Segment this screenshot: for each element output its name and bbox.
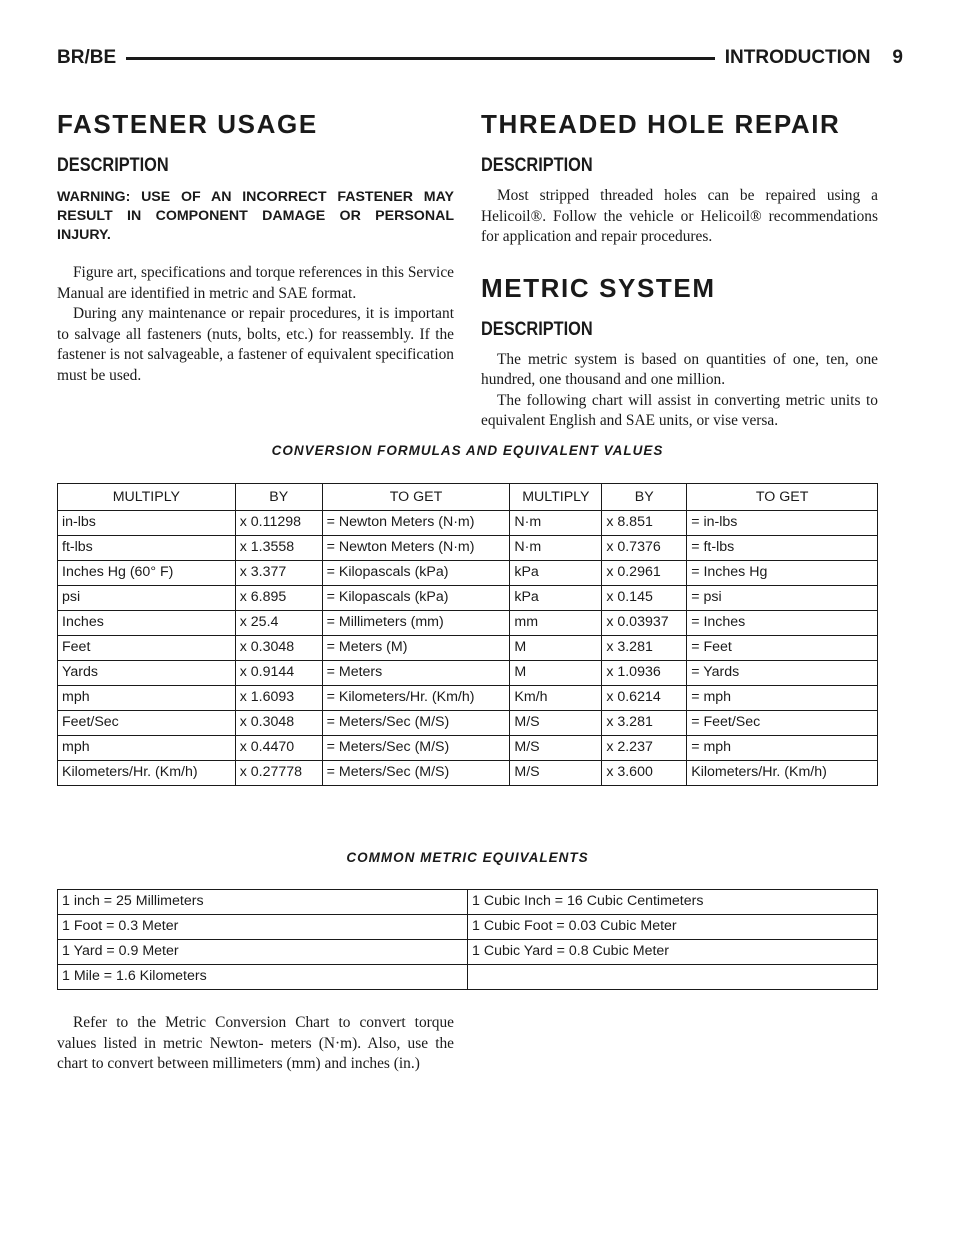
table-row [58,940,878,965]
table-cell: x 1.3558 [235,536,322,561]
table-cell: psi [58,586,236,611]
table-cell: in-lbs [58,511,236,536]
column-header: BY [602,484,687,511]
table-cell: x 2.237 [602,736,687,761]
threaded-paragraph: Most stripped threaded holes can be repaired using a Helicoil®. Follow the vehicle or Helicoil® recommendations for application and repair procedures. [481,187,878,245]
table-cell: x 0.2961 [602,561,687,586]
equivalents-table [57,889,878,990]
table-cell: = Inches [687,611,878,636]
table-cell: 1 inch = 25 Millimeters [58,890,468,915]
closing-section [57,1013,454,1075]
conversion-table-header-row [58,484,878,511]
right-column [481,104,878,432]
threaded-hole-heading: THREADED HOLE REPAIR [481,109,841,139]
metric-description-heading: DESCRIPTION [481,318,593,340]
table-cell: Feet/Sec [58,711,236,736]
closing-paragraph: Refer to the Metric Conversion Chart to convert torque values listed in metric Newton- meters (N·m). Also, use the chart to convert between millimeters (mm) and inches (in.) [57,1014,454,1072]
table-cell: 1 Cubic Foot = 0.03 Cubic Meter [468,915,878,940]
table-cell: Inches Hg (60° F) [58,561,236,586]
table-row [58,611,878,636]
table-cell: x 8.851 [602,511,687,536]
metric-system-heading: METRIC SYSTEM [481,272,716,303]
table-cell: = Kilopascals (kPa) [322,586,510,611]
table-row [58,890,878,915]
table-cell: Feet [58,636,236,661]
table-cell: x 3.281 [602,711,687,736]
table-cell: M/S [510,736,602,761]
column-header: TO GET [687,484,878,511]
table-cell: x 6.895 [235,586,322,611]
table-cell: = Meters/Sec (M/S) [322,761,510,786]
table-cell: = Yards [687,661,878,686]
table-cell: = Kilopascals (kPa) [322,561,510,586]
page-header [57,44,903,72]
table-cell: M [510,661,602,686]
table-row [58,711,878,736]
table-cell: M [510,636,602,661]
table-row [58,686,878,711]
table-cell: = Feet [687,636,878,661]
column-header: BY [235,484,322,511]
metric-paragraph-1: The metric system is based on quantities of one, ten, one hundred, one thousand and one million. [481,350,878,388]
table-row [58,536,878,561]
table-cell: x 3.600 [602,761,687,786]
table-cell: = Newton Meters (N·m) [322,536,510,561]
table-cell: = mph [687,736,878,761]
header-model: BR/BE [57,47,117,68]
table-cell: Km/h [510,686,602,711]
table-cell: x 0.3048 [235,711,322,736]
left-column [57,104,454,386]
conversion-table [57,483,878,786]
table-cell: M/S [510,711,602,736]
table-cell: = Millimeters (mm) [322,611,510,636]
fastener-paragraph-2: During any maintenance or repair procedures, it is important to salvage all fasteners (nuts, bolts, etc.) for reassembly. If the fastener is not salvageable, a fastener of equivalent specification must be used. [57,305,454,384]
conversion-table-title: CONVERSION FORMULAS AND EQUIVALENT VALUES [271,443,664,458]
table-cell: Inches [58,611,236,636]
table-cell: Yards [58,661,236,686]
threaded-description-heading: DESCRIPTION [481,155,593,176]
table-cell: = Newton Meters (N·m) [322,511,510,536]
table-cell: 1 Cubic Yard = 0.8 Cubic Meter [468,940,878,965]
column-header: MULTIPLY [58,484,236,511]
table-cell: x 0.9144 [235,661,322,686]
table-row [58,586,878,611]
fastener-description-heading: DESCRIPTION [57,155,169,176]
table-cell: x 0.03937 [602,611,687,636]
table-cell: x 0.4470 [235,736,322,761]
table-cell: x 0.11298 [235,511,322,536]
table-cell: kPa [510,586,602,611]
fastener-usage-heading: FASTENER USAGE [57,109,318,139]
table-cell: = mph [687,686,878,711]
table-row [58,965,878,990]
table-cell: x 0.145 [602,586,687,611]
table-cell: = in-lbs [687,511,878,536]
table-row [58,761,878,786]
table-cell: x 1.0936 [602,661,687,686]
fastener-warning: WARNING: USE OF AN INCORRECT FASTENER MAY RESULT IN COMPONENT DAMAGE OR PERSONAL INJURY. [57,189,454,243]
table-cell: 1 Mile = 1.6 Kilometers [58,965,468,990]
table-cell: mph [58,736,236,761]
table-cell: = Meters (M) [322,636,510,661]
table-cell: 1 Foot = 0.3 Meter [58,915,468,940]
table-cell: Kilometers/Hr. (Km/h) [687,761,878,786]
table-cell: N·m [510,536,602,561]
table-row [58,661,878,686]
table-cell: Kilometers/Hr. (Km/h) [58,761,236,786]
table-cell: N·m [510,511,602,536]
table-cell: mph [58,686,236,711]
table-cell: x 0.27778 [235,761,322,786]
table-cell: 1 Yard = 0.9 Meter [58,940,468,965]
table-cell: x 0.6214 [602,686,687,711]
equivalents-table-title: COMMON METRIC EQUIVALENTS [346,850,589,865]
fastener-paragraph-1: Figure art, specifications and torque references in this Service Manual are identified in metric and SAE format. [57,264,454,302]
table-row [58,511,878,536]
table-cell: 1 Cubic Inch = 16 Cubic Centimeters [468,890,878,915]
table-cell: = Inches Hg [687,561,878,586]
table-cell: = Feet/Sec [687,711,878,736]
table-cell: x 3.281 [602,636,687,661]
header-section: INTRODUCTION [724,47,871,68]
table-cell: x 25.4 [235,611,322,636]
table-cell: = Meters/Sec (M/S) [322,711,510,736]
header-rule [126,57,715,60]
table-cell: ft-lbs [58,536,236,561]
table-cell: M/S [510,761,602,786]
column-header: TO GET [322,484,510,511]
column-header: MULTIPLY [510,484,602,511]
table-cell: x 0.7376 [602,536,687,561]
table-cell: x 1.6093 [235,686,322,711]
table-cell: = Kilometers/Hr. (Km/h) [322,686,510,711]
table-cell: = Meters/Sec (M/S) [322,736,510,761]
table-cell: x 0.3048 [235,636,322,661]
metric-paragraph-2: The following chart will assist in converting metric units to equivalent English and SAE units, or vise versa. [481,391,878,429]
table-cell: x 3.377 [235,561,322,586]
table-cell: = ft-lbs [687,536,878,561]
table-row [58,561,878,586]
table-cell: mm [510,611,602,636]
table-cell: = Meters [322,661,510,686]
table-cell [468,965,878,990]
table-row [58,915,878,940]
table-row [58,636,878,661]
table-row [58,736,878,761]
table-cell: kPa [510,561,602,586]
page-number: 9 [892,47,903,68]
table-cell: = psi [687,586,878,611]
